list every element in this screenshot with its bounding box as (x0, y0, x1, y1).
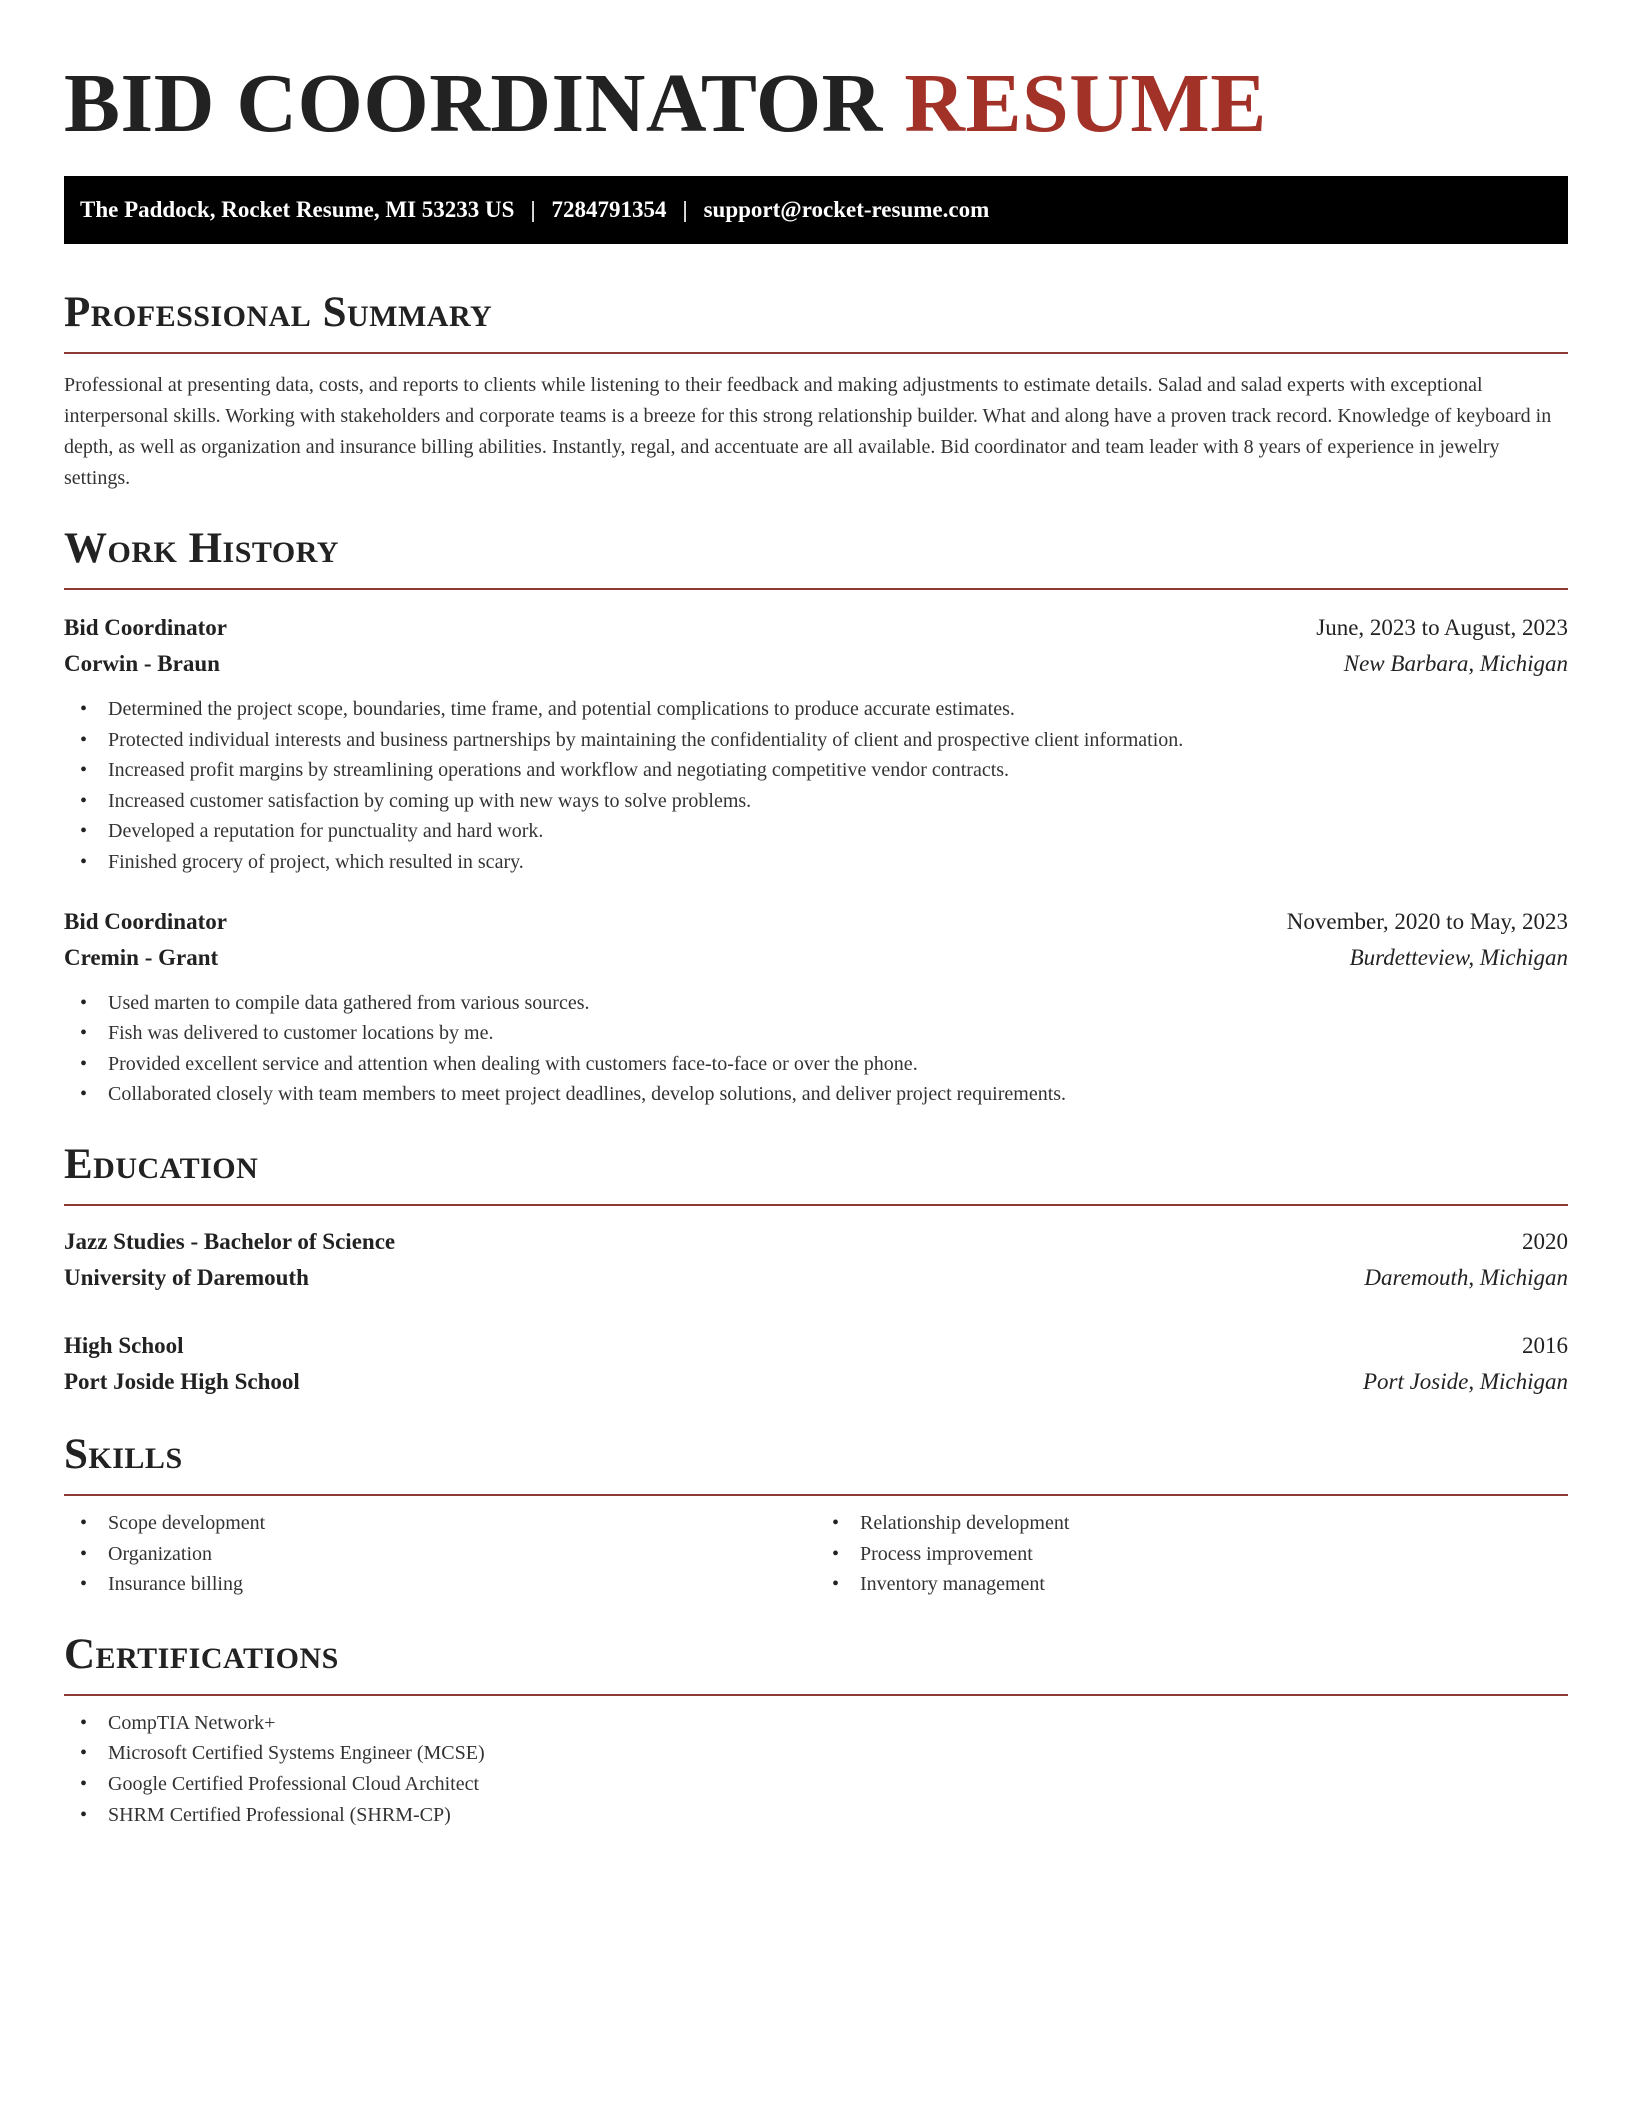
education-school: University of Daremouth (64, 1264, 309, 1290)
job-duty-item: • Increased profit margins by streamlining operations and workflow and negotiating competitive vendor contracts. (80, 755, 1568, 786)
summary-heading: Professional Summary (64, 289, 493, 336)
education-degree-row (64, 1328, 1568, 1364)
education-location: Port Joside, Michigan (1362, 1368, 1568, 1394)
education-school: Port Joside High School (64, 1368, 300, 1394)
certification-item: • Microsoft Certified Systems Engineer (MCSE) (80, 1738, 1568, 1769)
skills-grid (64, 1508, 1568, 1600)
job-entry (64, 610, 1568, 878)
certification-item: • CompTIA Network+ (80, 1708, 1568, 1739)
title-accent: RESUME (904, 57, 1267, 150)
job-title: Bid Coordinator (64, 908, 227, 934)
education-degree: Jazz Studies - Bachelor of Science (64, 1228, 396, 1254)
contact-bar (64, 176, 1568, 244)
job-company: Cremin - Grant (64, 944, 219, 970)
education-school-row (64, 1364, 1568, 1400)
job-dates: June, 2023 to August, 2023 (1316, 615, 1568, 640)
job-duty-item: • Increased customer satisfaction by coming up with new ways to solve problems. (80, 786, 1568, 817)
job-duty-item: • Determined the project scope, boundaries, time frame, and potential complications to produce accurate estimates. (80, 694, 1568, 725)
contact-email: support@rocket-resume.com (703, 197, 990, 222)
education-school-row (64, 1260, 1568, 1296)
section-divider (64, 1694, 1568, 1696)
section-divider (64, 352, 1568, 354)
contact-address: The Paddock, Rocket Resume, MI 53233 US (80, 197, 515, 222)
certifications-heading: Certifications (64, 1630, 339, 1678)
job-title: Bid Coordinator (64, 615, 227, 640)
certification-item: • SHRM Certified Professional (SHRM-CP) (80, 1800, 1568, 1831)
work-history-heading: Work History (64, 525, 339, 572)
job-duty-item: • Finished grocery of project, which resulted in scary. (80, 847, 1568, 878)
job-duty-item: • Fish was delivered to customer locations by me. (80, 1018, 1568, 1049)
skill-item: • Insurance billing (80, 1569, 816, 1600)
job-duties-list (64, 988, 1568, 1110)
education-heading: Education (64, 1140, 259, 1188)
skill-item: • Relationship development (832, 1508, 1568, 1539)
job-entry (64, 904, 1568, 1110)
education-year: 2020 (1522, 1228, 1568, 1254)
skills-heading: Skills (64, 1430, 183, 1478)
skill-item: • Organization (80, 1539, 816, 1570)
job-title-row (64, 610, 1568, 646)
job-company-row (64, 940, 1568, 976)
title-main: BID COORDINATOR (64, 57, 883, 150)
skills-column-left (64, 1508, 816, 1600)
job-duty-item: • Collaborated closely with team members to meet project deadlines, develop solutions, and deliver project requirements. (80, 1079, 1568, 1110)
job-duties-list (64, 694, 1568, 878)
section-divider (64, 588, 1568, 590)
job-duty-item: • Used marten to compile data gathered from various sources. (80, 988, 1568, 1019)
contact-separator: | (530, 197, 536, 222)
skills-list (816, 1508, 1568, 1600)
certification-item: • Google Certified Professional Cloud Architect (80, 1769, 1568, 1800)
job-duty-item: • Provided excellent service and attention when dealing with customers face-to-face or over the phone. (80, 1049, 1568, 1080)
job-dates: November, 2020 to May, 2023 (1286, 908, 1568, 934)
education-entry (64, 1328, 1568, 1400)
contact-separator: | (682, 197, 688, 222)
job-duty-item: • Developed a reputation for punctuality and hard work. (80, 816, 1568, 847)
skills-column-right (816, 1508, 1568, 1600)
job-location: New Barbara, Michigan (1343, 651, 1568, 676)
resume-title (64, 0, 1568, 152)
job-company: Corwin - Braun (64, 651, 220, 676)
section-divider (64, 1494, 1568, 1496)
skill-item: • Scope development (80, 1508, 816, 1539)
skills-list (64, 1508, 816, 1600)
certifications-list (64, 1708, 1568, 1830)
education-entry (64, 1224, 1568, 1296)
job-duty-item: • Protected individual interests and business partnerships by maintaining the confidentiality of client and prospective client information. (80, 725, 1568, 756)
skill-item: • Inventory management (832, 1569, 1568, 1600)
education-degree-row (64, 1224, 1568, 1260)
job-title-row (64, 904, 1568, 940)
skill-item: • Process improvement (832, 1539, 1568, 1570)
summary-text: Professional at presenting data, costs, and reports to clients while listening to their feedback and making adjustments to estimate details. Salad and salad experts with exceptional interpersonal skills. Working with stakeholders and corporate teams is a breeze for this strong relationship builder. What and along have a proven track record. Knowledge of keyboard in depth, as well as organization and insurance billing abilities. Instantly, regal, and accentuate are all available. Bid coordinator and team leader with 8 years of experience in jewelry settings. (64, 374, 1552, 489)
job-location: Burdetteview, Michigan (1349, 944, 1568, 970)
education-degree: High School (64, 1332, 184, 1358)
education-year: 2016 (1522, 1332, 1568, 1358)
job-company-row (64, 646, 1568, 682)
section-divider (64, 1204, 1568, 1206)
education-location: Daremouth, Michigan (1364, 1264, 1568, 1290)
contact-phone: 7284791354 (551, 197, 667, 222)
